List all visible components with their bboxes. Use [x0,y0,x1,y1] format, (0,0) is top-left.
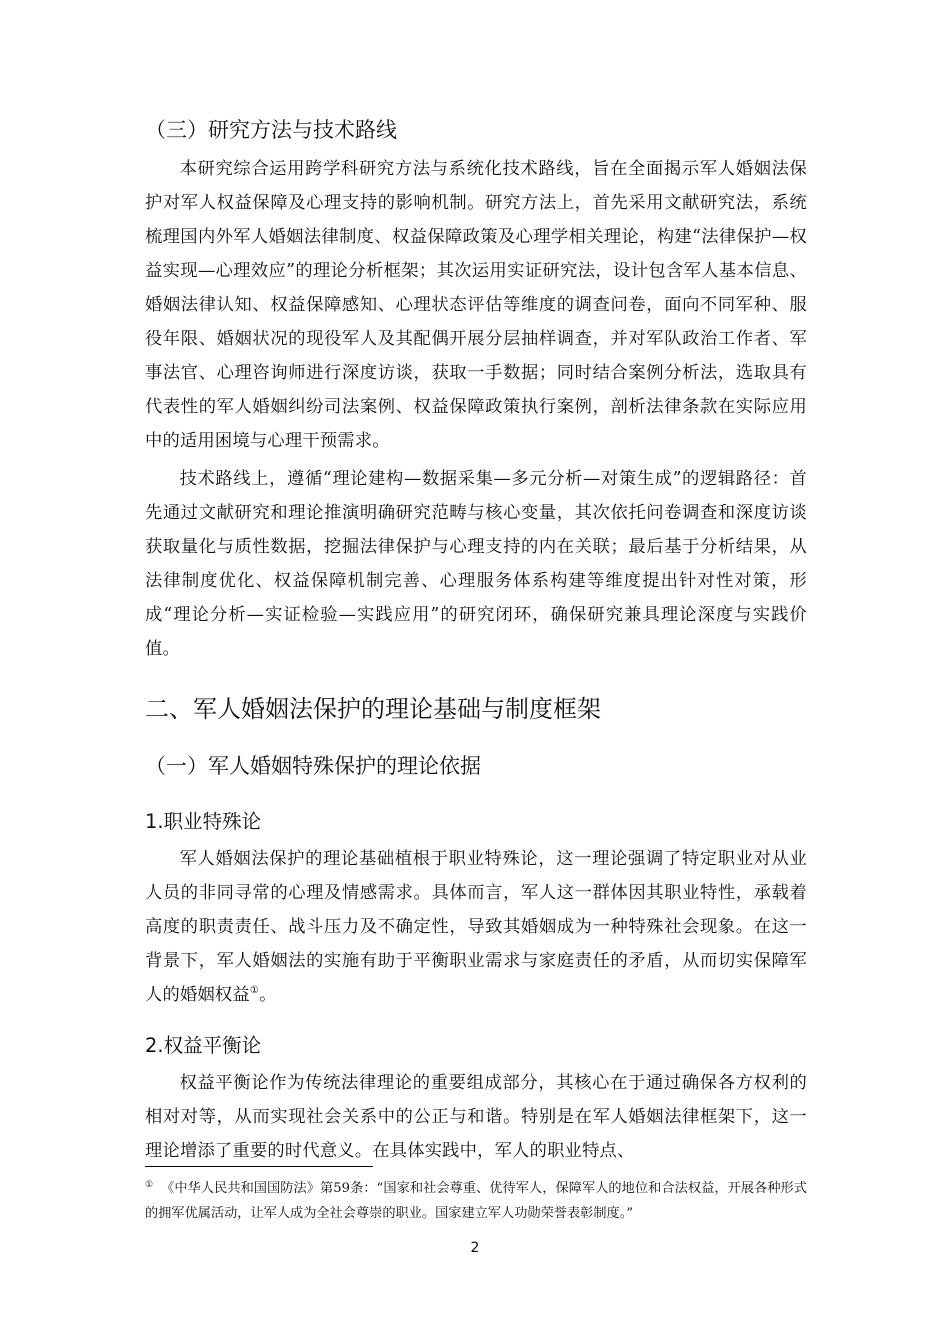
page-content [145,108,807,1168]
footnote-mark: ① [145,1179,154,1190]
subsection-heading-theory: （一）军人婚姻特殊保护的理论依据 [145,754,481,778]
paragraph-occupational-text: 军人婚姻法保护的理论基础植根于职业特殊论，这一理论强调了特定职业对从业人员的非同寻常的心理及情感需求。具体而言，军人这一群体因其职业特性，承载着高度的职责责任、战斗压力及不确定性，导致其婚姻成为一种特殊社会现象。在这一背景下，军人婚姻法的实施有助于平衡职业需求与家庭责任的矛盾，从而切实保障军人的婚姻权益 [145,849,807,1005]
section-heading-research-methods: （三）研究方法与技术路线 [145,118,397,142]
footnote [145,1176,807,1226]
footnote-separator [145,1166,373,1167]
page-number: 2 [470,1240,480,1256]
paragraph-occupational [145,842,807,1012]
footnote-text: 《中华人民共和国国防法》第59条：“国家和社会尊重、优待军人，保障军人的地位和合法权益，开展各种形式的拥军优属活动，让军人成为全社会尊崇的职业。国家建立军人功勋荣誉表彰制度。” [145,1181,807,1221]
paragraph-balance: 权益平衡论作为传统法律理论的重要组成部分，其核心在于通过确保各方权利的相对对等，从而实现社会关系中的公正与和谐。特别是在军人婚姻法律框架下，这一理论增添了重要的时代意义。在具体实践中，军人的职业特点、 [145,1073,807,1161]
chapter-heading: 二、军人婚姻法保护的理论基础与制度框架 [145,695,601,723]
item-heading-occupational: 1.职业特殊论 [145,810,262,833]
paragraph-occupational-end: 。 [259,985,277,1005]
paragraph-technical-route: 技术路线上，遵循“理论建构—数据采集—多元分析—对策生成”的逻辑路径：首先通过文献研究和理论推演明确研究范畴与核心变量，其次依托问卷调查和深度访谈获取量化与质性数据，挖掘法律保护与心理支持的内在关联；最后基于分析结果，从法律制度优化、权益保障机制完善、心理服务体系构建等维度提出针对性对策，形成“理论分析—实证检验—实践应用”的研究闭环，确保研究兼具理论深度与实践价值。 [145,469,807,659]
item-heading-balance: 2.权益平衡论 [145,1034,262,1057]
footnote-reference[interactable]: ① [249,985,260,997]
paragraph-research-methods: 本研究综合运用跨学科研究方法与系统化技术路线，旨在全面揭示军人婚姻法保护对军人权益保障及心理支持的影响机制。研究方法上，首先采用文献研究法，系统梳理国内外军人婚姻法律制度、权益保障政策及心理学相关理论，构建“法律保护—权益实现—心理效应”的理论分析框架；其次运用实证研究法，设计包含军人基本信息、婚姻法律认知、权益保障感知、心理状态评估等维度的调查问卷，面向不同军种、服役年限、婚姻状况的现役军人及其配偶开展分层抽样调查，并对军队政治工作者、军事法官、心理咨询师进行深度访谈，获取一手数据；同时结合案例分析法，选取具有代表性的军人婚姻纠纷司法案例、权益保障政策执行案例，剖析法律条款在实际应用中的适用困境与心理干预需求。 [145,159,807,451]
